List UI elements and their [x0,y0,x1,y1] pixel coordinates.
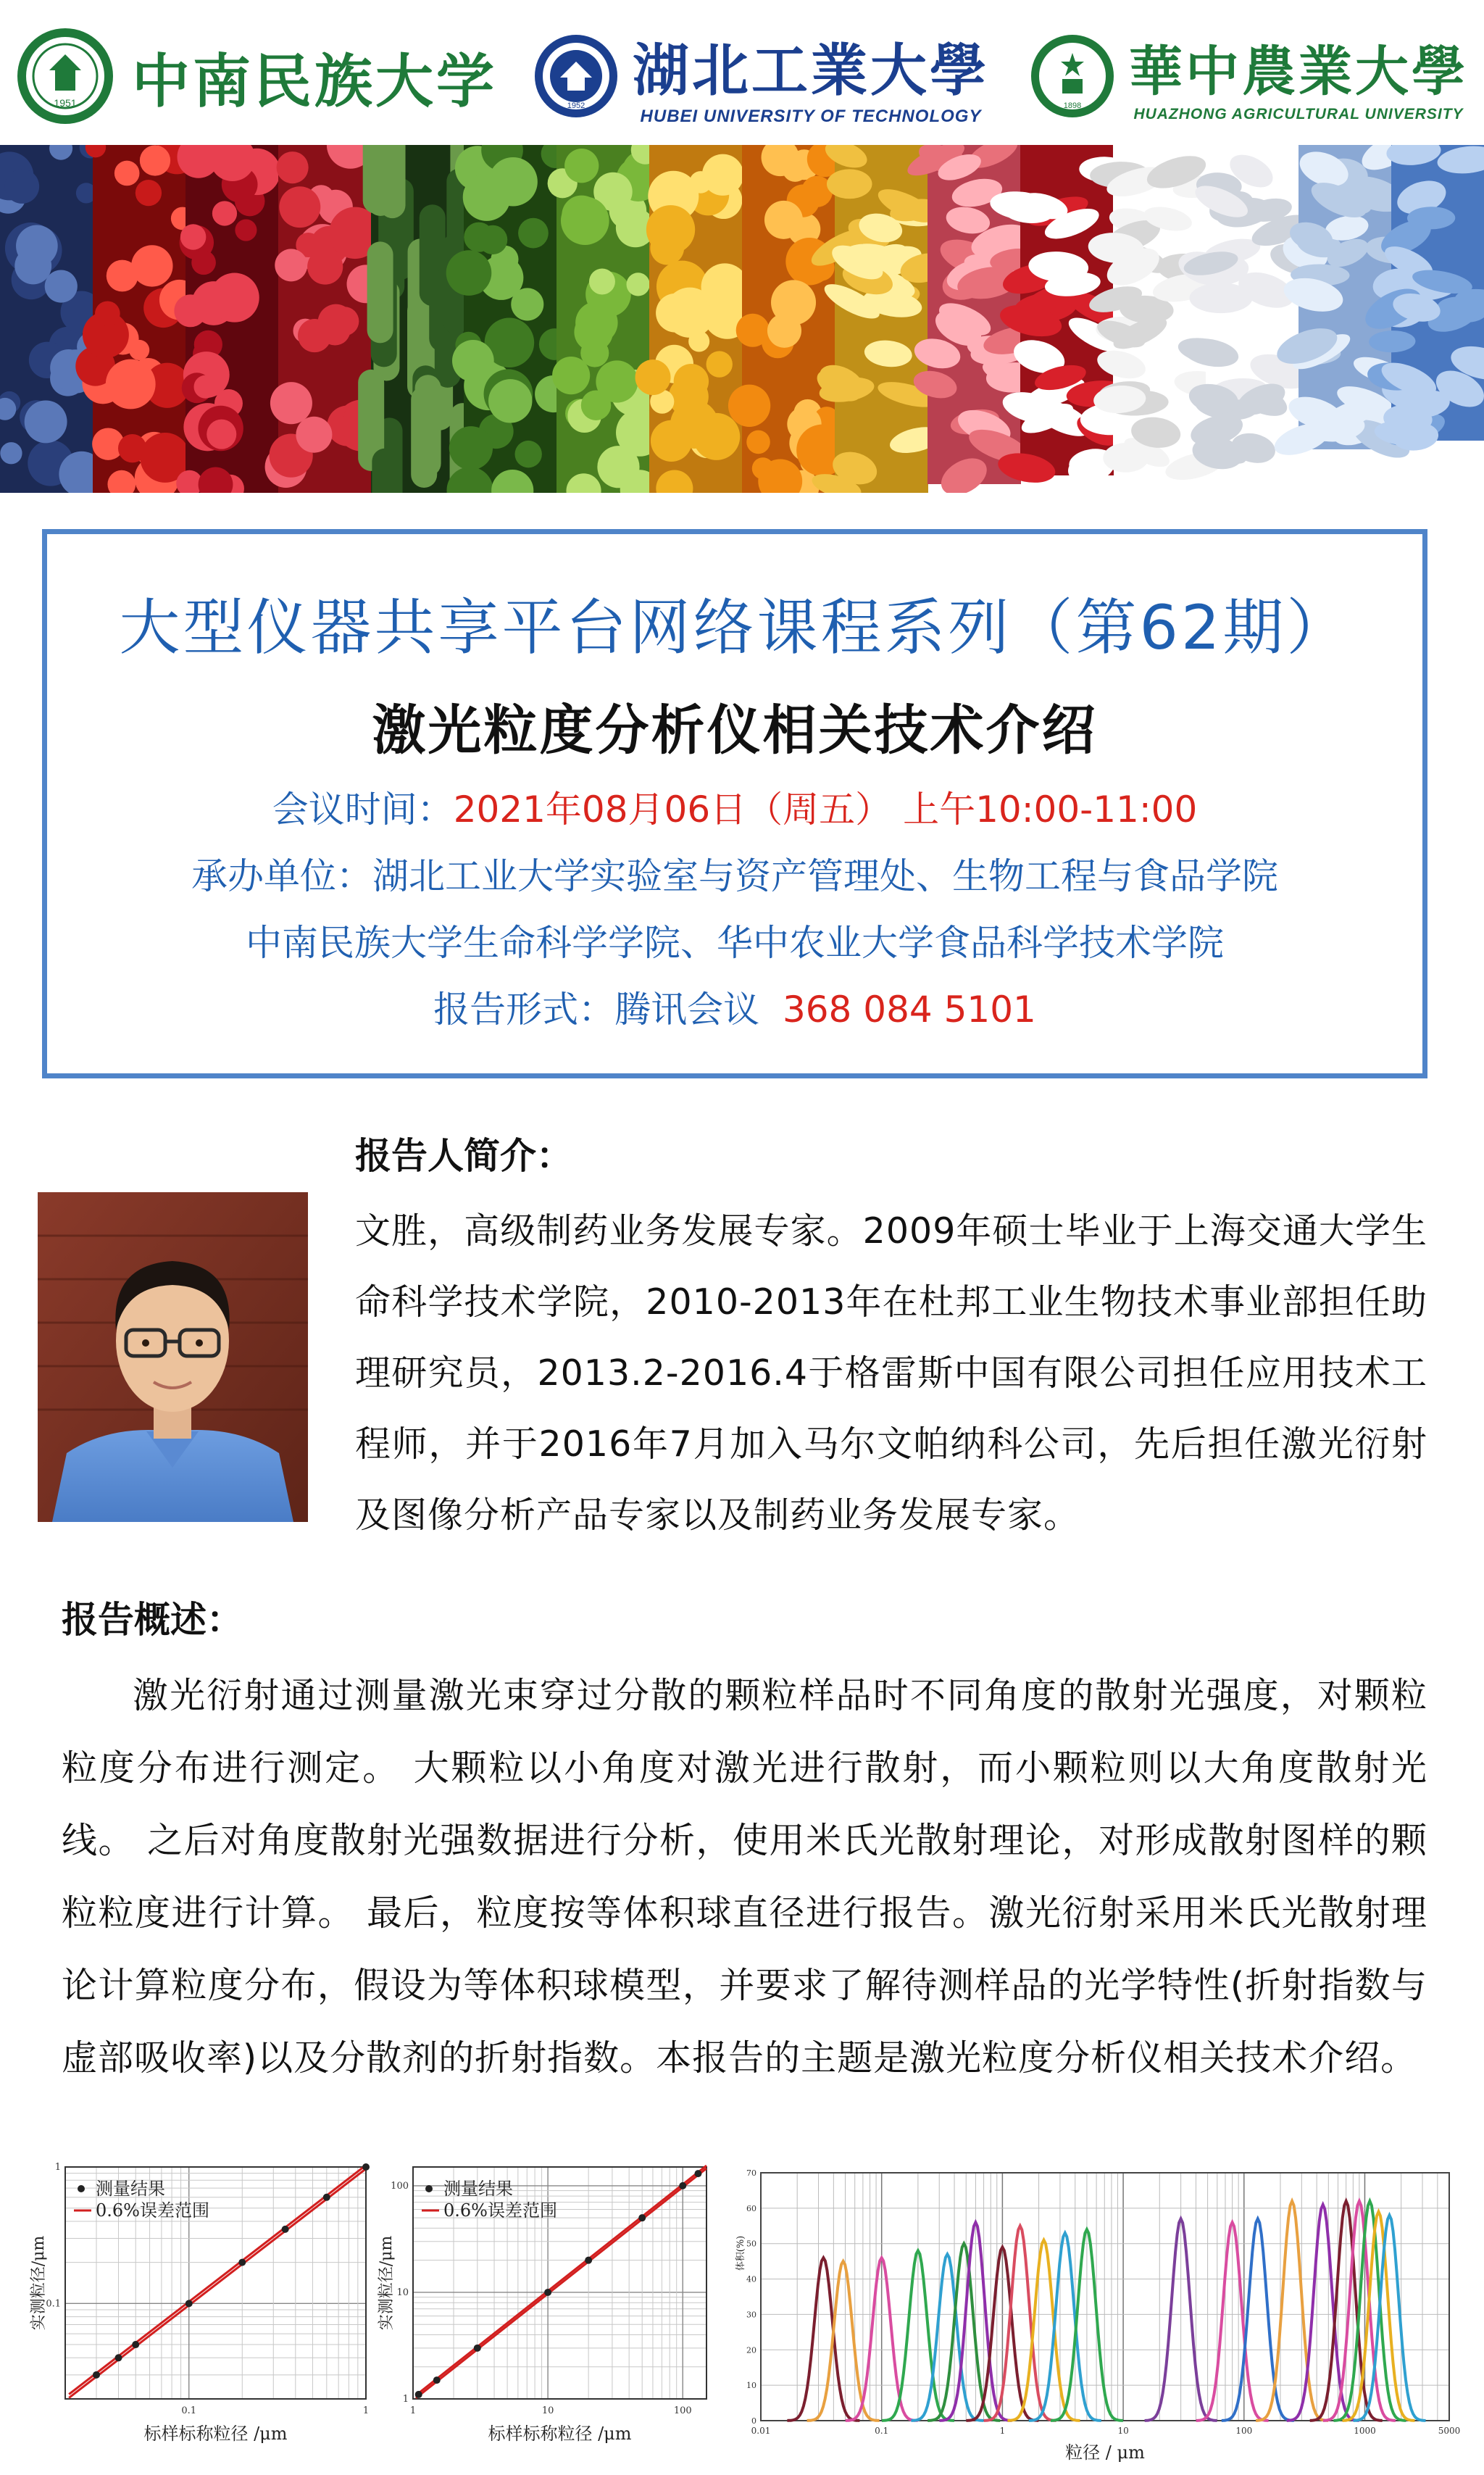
banner-panel-broccoli [446,145,572,493]
x-tick-label: 1 [362,2405,370,2416]
data-point [679,2182,686,2189]
y-axis-label: 实测粒径/μm [30,2235,48,2331]
y-axis-label: 实测粒径/μm [378,2235,396,2331]
host-organizations-line-2: 中南民族大学生命科学学院、华中农业大学食品科学技术学院 [246,922,1224,964]
speaker-photo [38,1192,308,1522]
banner-image [0,145,1484,493]
logo-name: 湖北工業大學 [633,38,990,104]
x-tick-label: 1 [409,2405,417,2416]
y-tick-label: 1 [402,2394,409,2405]
data-point [186,2300,193,2307]
y-tick-label: 70 [746,2168,756,2178]
legend-label: 测量结果 [443,2179,513,2199]
data-point [433,2376,441,2384]
data-point [638,2214,646,2221]
overview-heading: 报告概述： [62,1599,243,1641]
x-axis-label: 标样标称粒径 /μm [488,2424,632,2444]
chart-calibration-small [29,2162,377,2468]
legend-marker-points [78,2185,85,2192]
chart-grid [761,2173,1449,2421]
x-tick-label: 0.1 [181,2405,197,2416]
x-tick-label: 10 [1117,2426,1129,2436]
banner-panel-lettuce [548,145,664,493]
chart-calibration-small-svg [29,2162,377,2468]
data-point [585,2257,592,2264]
x-axis-label: 标样标称粒径 /μm [143,2424,288,2444]
speaker-bio: 文胜，高级制药业务发展专家。2009年硕士毕业于上海交通大学生命科学技术学院，2010-2013年在杜邦工业生物技术事业部担任助理研究员，2013.2-2016.4于格雷斯中国有限公司担任应用技术工程师，并于2016年7月加入马尔文帕纳科公司，先后担任激光衍射及图像分析产品专家以及制药业务发展专家。 [355,1210,1427,1536]
legend-label: 测量结果 [96,2179,165,2199]
banner-panel-oranges [728,145,848,493]
legend-marker-points [425,2185,433,2192]
x-axis-label: 粒径 / μm [1065,2442,1145,2463]
logo-huazhong-agricultural-university [1029,22,1468,130]
data-point [362,2163,370,2171]
meeting-time-label: 会议时间： [272,789,454,831]
banner-panel-yellow-capsules [635,145,751,493]
logo-subtitle: HUBEI UNIVERSITY OF TECHNOLOGY [640,107,982,126]
svg-text:1952: 1952 [567,101,585,110]
chart-calibration-large [378,2167,717,2468]
chart-legend [422,2179,557,2221]
data-point [132,2341,139,2348]
speaker-portrait-image [38,1192,308,1522]
logo-south-central-minzu-university [14,22,497,130]
meeting-time-value: 2021年08月06日（周五） 上午10:00-11:00 [453,789,1198,831]
host-organizations-line-1 [47,847,1422,899]
event-info-box [42,529,1427,1078]
logo-subtitle: HUAZHONG AGRICULTURAL UNIVERSITY [1133,106,1464,122]
x-tick-label: 10 [541,2405,554,2416]
y-tick-label: 50 [746,2239,756,2249]
host-label: 承办单位： [191,855,372,897]
x-tick-label: 1000 [1354,2426,1376,2436]
svg-text:1898: 1898 [1063,101,1082,110]
logo-text-group [1129,29,1468,123]
x-tick-label: 100 [1235,2426,1253,2436]
y-axis-label: 体积(%) [735,2235,746,2271]
y-tick-label: 0 [751,2416,756,2426]
y-tick-label: 1 [54,2162,61,2173]
y-tick-label: 60 [746,2203,756,2213]
legend-label: 0.6%误差范围 [96,2200,209,2221]
meeting-id: 368 084 5101 [782,989,1036,1031]
university-seal-icon [533,33,620,120]
series-title: 大型仪器共享平台网络课程系列（第62期） [119,592,1351,663]
error-band-upper [69,2166,366,2395]
logo-name: 華中農業大學 [1129,41,1468,103]
overview-text: 激光衍射通过测量激光束穿过分散的颗粒样品时不同角度的散射光强度，对颗粒粒度分布进行测定。 大颗粒以小角度对激光进行散射，而小颗粒则以大角度散射光线。 之后对角度散射光强数据进行分析，使用米氏光散射理论，对形成散射图样的颗粒粒度进行计算。 最后，粒度按等体积球直径进行报告。激光衍射采用米氏光散射理论计算粒度分布，假设为等体积球模型，并要求了解待测样品的光学特性(折射指数与虚部吸收率)以及分散剂的折射指数。本报告的主题是激光粒度分析仪相关技术介绍。 [62,1675,1427,2079]
data-point [694,2170,701,2177]
y-tick-label: 40 [746,2274,756,2284]
x-tick-label: 5000 [1438,2426,1461,2436]
talk-title: 激光粒度分析仪相关技术介绍 [372,699,1098,762]
data-point [238,2259,246,2266]
speaker-heading: 报告人简介： [355,1135,572,1177]
data-point [474,2345,481,2352]
logo-hubei-university-of-technology [533,22,989,130]
data-point [323,2194,330,2201]
x-tick-label: 0.1 [875,2426,889,2436]
x-tick-label: 1 [999,2426,1006,2436]
data-point [544,2289,551,2296]
report-format [47,981,1422,1033]
chart-size-distribution [732,2167,1461,2468]
y-tick-label: 10 [746,2381,756,2391]
x-tick-label: 100 [673,2405,692,2416]
y-tick-label: 10 [396,2287,409,2298]
meeting-time [47,781,1422,833]
x-tick-label: 0.01 [751,2426,771,2436]
y-tick-label: 30 [746,2310,756,2320]
data-point [115,2354,122,2361]
y-tick-label: 0.1 [46,2298,61,2310]
legend-label: 0.6%误差范围 [443,2200,557,2221]
report-format-label: 报告形式： [433,989,615,1031]
chart-size-distribution-svg [732,2167,1461,2468]
y-tick-label: 100 [391,2180,409,2192]
data-point [282,2226,289,2233]
banner-food-and-medicine-strip [0,145,1484,493]
host-line-1: 湖北工业大学实验室与资产管理处、生物工程与食品学院 [372,855,1278,897]
report-format-value: 腾讯会议 [614,989,760,1031]
data-point [93,2371,100,2379]
svg-text:1951: 1951 [54,97,77,109]
data-point [415,2391,422,2398]
university-seal-icon [14,25,116,127]
banner-panel-cranberries [174,145,280,493]
y-tick-label: 20 [746,2345,756,2355]
logo-text-group [633,25,989,127]
logo-name: 中南民族大学 [132,46,497,115]
chart-calibration-large-svg [378,2167,717,2468]
university-seal-icon [1029,33,1116,120]
